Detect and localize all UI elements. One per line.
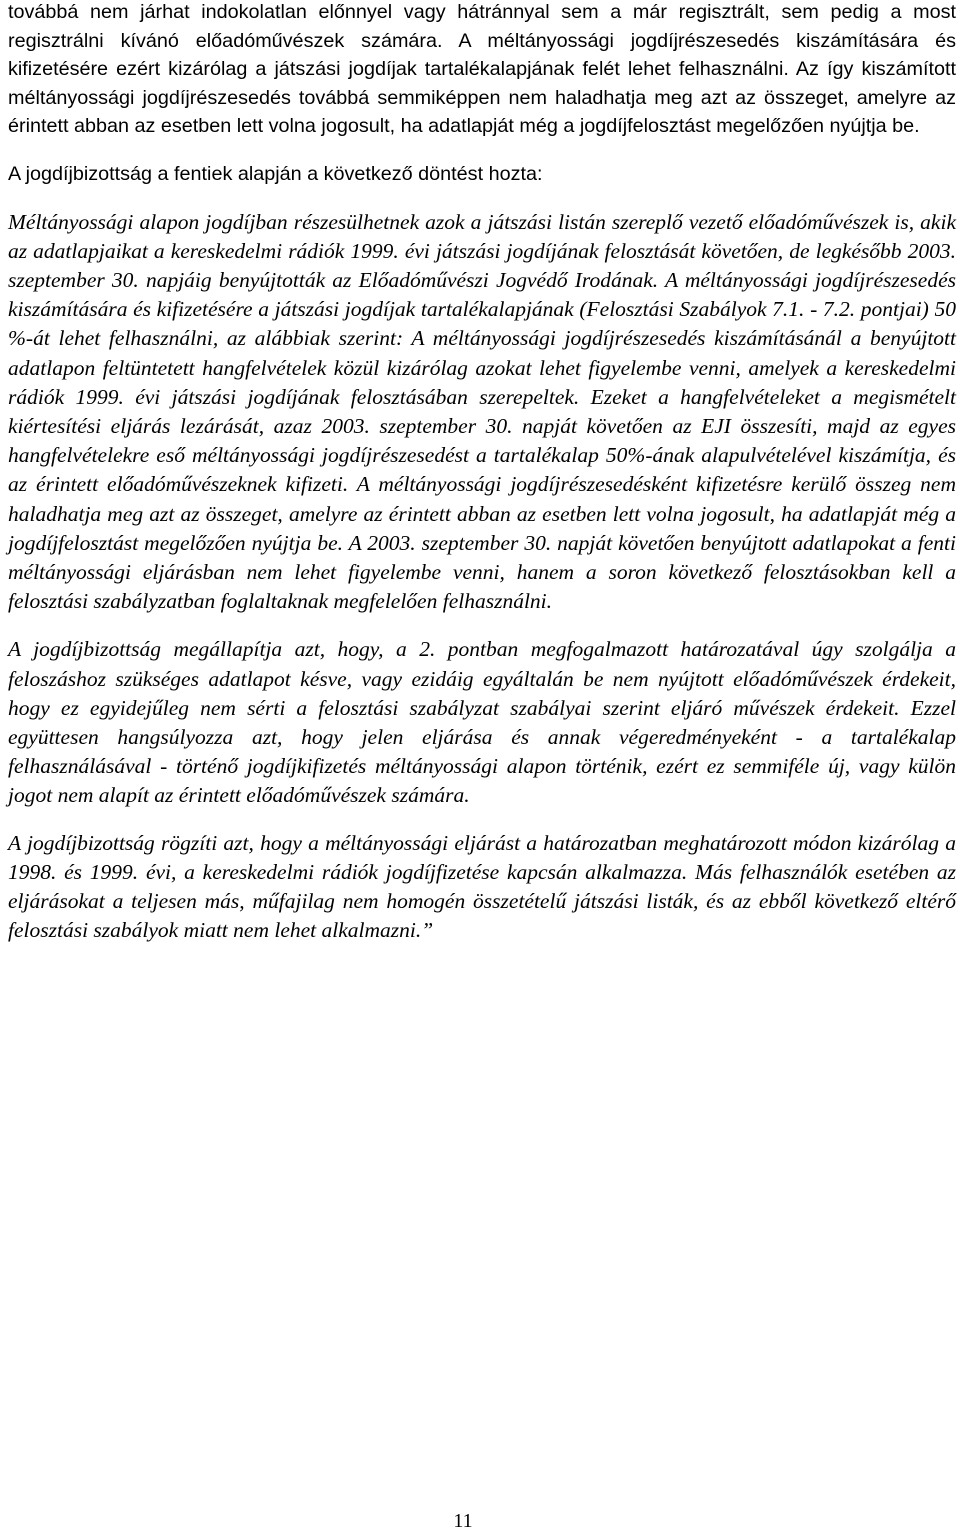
paragraph-committee-record: A jogdíjbizottság rögzíti azt, hogy a méltányossági eljárást a határozatban meghatározott módon kizárólag a 1998. és 1999. évi, a kereskedelmi rádiók jogdíjfizetése kapcsán alkalmazza. Más felhasználók esetében az eljárásokat a teljesen más, műfajilag nem homogén összetételű játszási listák, és az ebből következő eltérő felosztási szabályok miatt nem lehet alkalmazni.” bbox=[8, 830, 956, 943]
document-page bbox=[8, 0, 956, 945]
paragraph-decision-text: Méltányossági alapon jogdíjban részesülhetnek azok a játszási listán szereplő vezető előadóművészek is, akik az adatlapjaikat a kereskedelmi rádiók 1999. évi játszási jogdíjának felosztását követően, de legkésőbb 2003. szeptember 30. napjáig benyújtották az Előadóművészi Jogvédő Irodának. A méltányossági jogdíjrészesedés kiszámítására és kifizetésére a játszási jogdíjak tartalékalapjának (Felosztási Szabályok 7.1. - 7.2. pontjai) 50 %-át lehet felhasználni, az alábbiak szerint: A méltányossági jogdíjrészesedés kiszámításánál a benyújtott adatlapon feltüntetett hangfelvételek közül kizárólag azokat lehet figyelembe venni, amelyek a kereskedelmi rádiók 1999. évi játszási jogdíjának felosztásában szerepeltek. Ezeket a hangfelvételeket a megismételt kiértesítési eljárás lezárását, azaz 2003. szeptember 30. napját követően az EJI összesíti, majd az egyes hangfelvételekre eső méltányossági jogdíjrészesedést a tartalékalap 50%-ának alapulvételével kiszámítja, és az érintett előadóművészeknek kifizeti. A méltányossági jogdíjrészesedésként kifizetésre kerülő összeg nem haladhatja meg azt az összeget, amelyre az érintett abban az esetben lett volna jogosult, ha adatlapját még a jogdíjfelosztást megelőzően nyújtja be. A 2003. szeptember 30. napját követően benyújtott adatlapokat a fenti méltányossági eljárásban nem lehet figyelembe venni, hanem a soron következő felosztásokban kell a felosztási szabályzatban foglaltaknak megfelelően felhasználni. bbox=[8, 209, 956, 614]
paragraph-decision-intro: A jogdíjbizottság a fentiek alapján a következő döntést hozta: bbox=[8, 162, 543, 185]
page-number: 11 bbox=[453, 1510, 473, 1532]
paragraph-committee-finding: A jogdíjbizottság megállapítja azt, hogy, a 2. pontban megfogalmazott határozatával úgy szolgálja a feloszáshoz szükséges adatlapot késve, vagy ezidáig egyáltalán be nem nyújtott előadóművészek érdekeit, hogy ez egyidejűleg nem sérti a felosztási szabályzat szabályai szerint eljáró művészek érdekeit. Ezzel együttesen hangsúlyozza azt, hogy jelen eljárása és annak végeredményeként - a tartalékalap felhasználásával - történő jogdíjkifizetés méltányossági alapon történik, ezért ez semmiféle új, vagy külön jogot nem alapít az érintett előadóművészek számára. bbox=[8, 637, 956, 808]
paragraph-reserve-fund: továbbá nem járhat indokolatlan előnnyel vagy hátránnyal sem a már regisztrált, sem pedig a most regisztrálni kívánó előadóművészek számára. A méltányossági jogdíjrészesedés kiszámítására és kifizetésére ezért kizárólag a játszási jogdíjak tartalékalapjának felét lehet felhasználni. Az így kiszámított méltányossági jogdíjrészesedés továbbá semmiképpen nem haladhatja meg azt az összeget, amelyre az érintett abban az esetben lett volna jogosult, ha adatlapját még a jogdíjfelosztást megelőzően nyújtja be. bbox=[8, 1, 956, 138]
